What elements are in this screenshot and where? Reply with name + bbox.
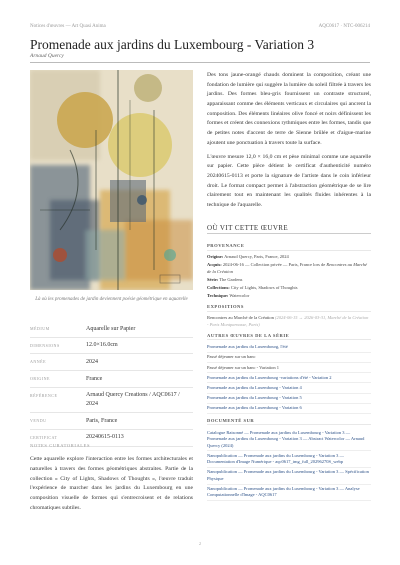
provenance-label: Série:: [207, 276, 219, 282]
meta-row-reference: [30, 388, 193, 413]
curatorial-notes-text: Cette aquarelle explore l'interaction entre les formes architecturales et naturelles à travers des formes géométriques abstraites. Partie de la collection « City of Lights, Shadows of Thoughts », l'œuvre traduit l'expérience de marcher dans les jardins du Luxembourg en une composition visuelle de formes qui s'entrecroisent et de relations chromatiques subtiles.: [30, 456, 193, 511]
series-link[interactable]: Promenade aux jardins du Luxembourg - Variation 6: [207, 404, 371, 414]
provenance-event-name: Rencontres au Marché de la Création: [207, 261, 368, 274]
provenance-value: 2024-06-16 — Collection privée — Paris, France lors de: [222, 261, 326, 267]
provenance-value: The Gardens: [219, 276, 243, 282]
provenance-origin: [207, 254, 371, 261]
provenance-label: Origine:: [207, 253, 224, 259]
meta-row-medium: [30, 321, 193, 338]
documented-on-heading: DOCUMENTÉ SUR: [207, 418, 371, 426]
meta-value: 2024: [86, 358, 98, 365]
meta-value: 20240615-0113: [86, 434, 124, 441]
meta-key: DIMENSIONS: [30, 342, 60, 348]
meta-key: CERTIFICAT: [30, 434, 58, 440]
breadcrumb[interactable]: Notices d'œuvres — Art Quasi Anima: [30, 24, 106, 29]
exposition-item: [207, 315, 371, 329]
provenance-value: Watercolor: [229, 293, 250, 299]
meta-key: ANNÉE: [30, 359, 47, 365]
description-paragraph-1: Des tons jaune-orangé chauds dominent la composition, créant une fondation de lumière qui suggère la lumière du soleil filtrée à travers les jardins. Des formes bleu-gris fournissent un contraste structurel, apparaissant comme des éléments verticaux et circulaires qui ancrent la composition. Des éléments linéaires olive foncé et noirs définissent les formes et créent des connexions rythmiques entre les formes, tandis que de petites notes d'accent de terre de Sienne brûlée et d'aigue-marine ajoutent une ponctuation à travers toute la surface.: [207, 72, 371, 146]
artwork-image[interactable]: [30, 70, 193, 290]
provenance-value: Arnaud Quercy, Paris, France, 2024: [224, 253, 289, 259]
where-it-lives-heading: OÙ VIT CETTE ŒUVRE: [207, 224, 289, 232]
meta-value: Paris, France: [86, 417, 118, 424]
meta-row-dimensions: [30, 338, 193, 355]
series-link[interactable]: Promenade aux jardins du Luxembourg -variations d'été - Variation 2: [207, 373, 371, 383]
page-title: Promenade aux jardins du Luxembourg - Variation 3: [30, 37, 315, 52]
section-divider: [207, 233, 371, 234]
artist-name: Arnaud Quercy: [30, 53, 64, 59]
metadata-table: [30, 321, 193, 447]
curatorial-notes-heading: NOTES CURATORIALES: [30, 443, 91, 448]
provenance-technique: [207, 293, 371, 300]
provenance-label: Technique:: [207, 293, 229, 299]
provenance-heading: PROVENANCE: [207, 243, 371, 251]
provenance-value: City of Lights, Shadows of Thoughts: [230, 284, 298, 290]
meta-value: Arnaud Quercy Creations / AQC0617 / 2024: [86, 392, 180, 407]
provenance-label: Collections:: [207, 284, 230, 290]
provenance-acquired: [207, 262, 371, 276]
meta-key: ORIGINE: [30, 376, 50, 382]
meta-value: 12.0×16.0cm: [86, 342, 118, 349]
meta-key: MÉDIUM: [30, 326, 50, 331]
documentation-link[interactable]: Nanopublication — Promenade aux jardins du Luxembourg - Variation 3 — Analyse Computationnelle d'Image - AQC0617: [207, 485, 371, 502]
series-item: Passé déjeuner sur un banc - Variation 1: [207, 363, 371, 373]
documentation-link[interactable]: Catalogue Raisonné — Promenade aux jardins du Luxembourg - Variation 3 — Promenade aux jardins du Luxembourg - Variation 3 — Abstract Watercolor — Arnaud Quercy (2024): [207, 428, 371, 451]
meta-key: VENDU: [30, 418, 47, 424]
series-link[interactable]: Promenade aux jardins du Luxembourg, l'été: [207, 343, 371, 353]
documentation-link[interactable]: Nanopublication — Promenade aux jardins du Luxembourg - Variation 3 — Spécification Physique: [207, 468, 371, 485]
artwork-painting: [30, 70, 193, 290]
meta-row-year: [30, 354, 193, 371]
provenance-panel: [207, 239, 371, 501]
meta-key: RÉFÉRENCE: [30, 392, 58, 398]
exposition-name[interactable]: Rencontres au Marché de la Création: [207, 314, 274, 320]
meta-row-sold: [30, 413, 193, 430]
expositions-heading: EXPOSITIONS: [207, 304, 371, 312]
series-heading: AUTRES ŒUVRES DE LA SÉRIE: [207, 333, 371, 341]
provenance-label: Acquis:: [207, 261, 222, 267]
exposition-detail: (2024-06-15 → 2026-03-31, Marché de la Création - Paris Montparnasse, Paris): [207, 314, 369, 327]
top-bar: [30, 24, 370, 34]
header-divider: [30, 62, 370, 63]
artwork-description: [207, 71, 371, 215]
provenance-series: [207, 277, 371, 284]
meta-row-origin: [30, 371, 193, 388]
meta-value: France: [86, 375, 103, 382]
artwork-caption: Là où les promenades de jardin deviennent poésie géométrique en aquarelle: [35, 297, 188, 302]
series-link[interactable]: Promenade aux jardins du Luxembourg - Variation 4: [207, 383, 371, 393]
series-link[interactable]: Promenade aux jardins du Luxembourg - Variation 5: [207, 394, 371, 404]
reference-code: AQC0617 · NTC-006214: [318, 24, 370, 29]
provenance-collections: [207, 285, 371, 292]
series-item: Passé déjeuner sur un banc: [207, 353, 371, 363]
page-number: 2: [198, 541, 202, 546]
documentation-link[interactable]: Nanopublication — Promenade aux jardins du Luxembourg - Variation 3 — Documentation d'Image Numérique - aqc0617_img_full_20296270S_webp: [207, 451, 371, 468]
description-paragraph-2: L'œuvre mesure 12,0 × 16,0 cm et pèse minimal comme une aquarelle sur papier. Cette pièce détient le certificat d'authenticité numéro 20240615-0113 et porte la signature de l'artiste dans le coin inférieur droit. Le format compact permet à l'abstraction géométrique de se lire clairement tout en maintenant les qualités fluides inhérentes à la technique de l'aquarelle.: [207, 153, 371, 208]
meta-value: Aquarelle sur Papier: [86, 325, 136, 332]
